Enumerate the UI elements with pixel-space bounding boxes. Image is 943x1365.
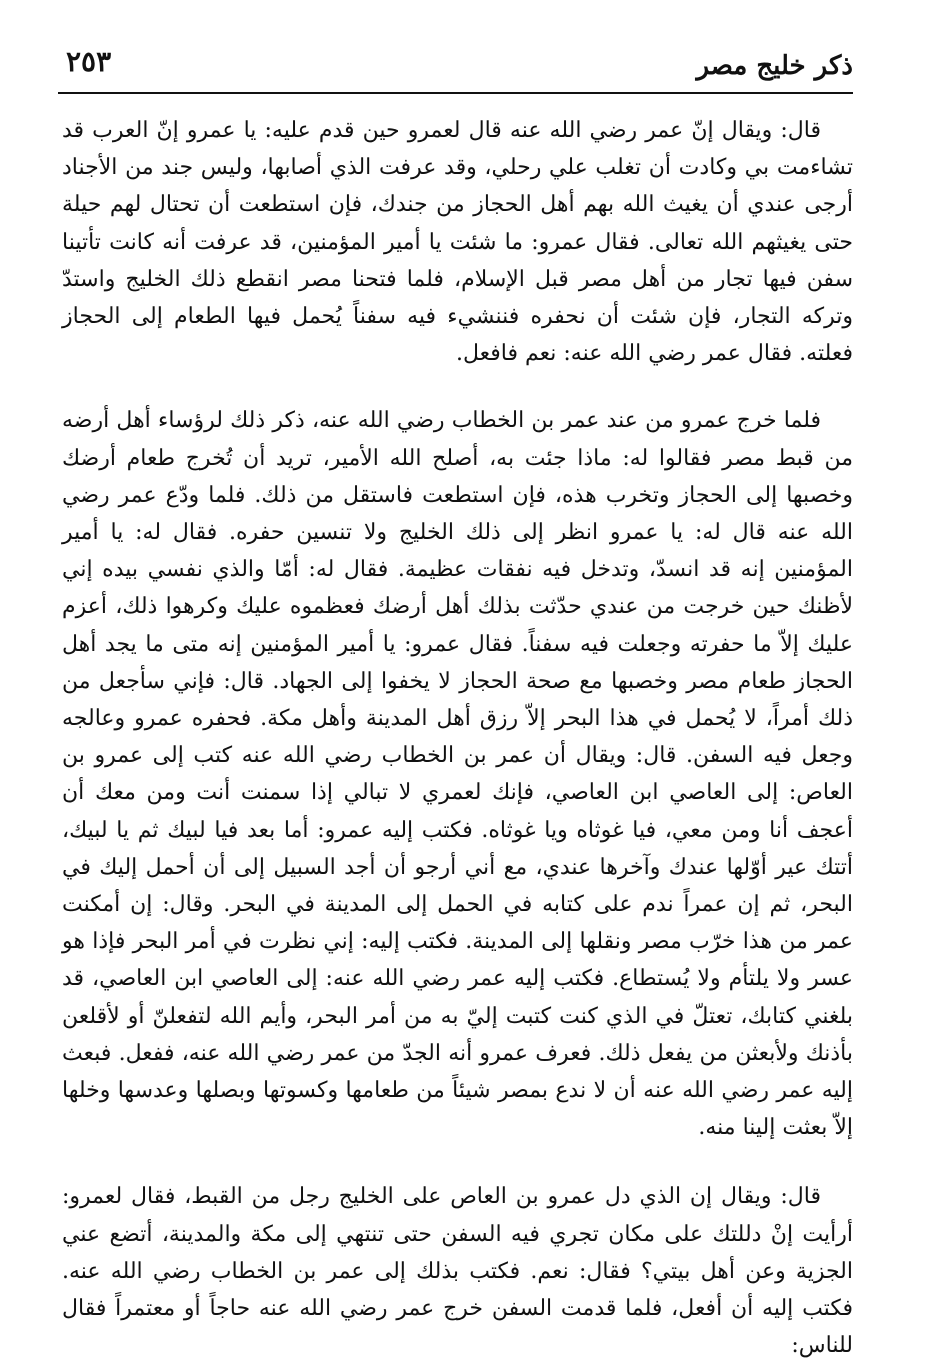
paragraph-3: قال: ويقال إن الذي دل عمرو بن العاص على الخليج رجل من القبط، فقال لعمرو: أرأيت إنْ دللتك على مكان تجري فيه السفن حتى تنتهي إلى مكة والمدينة، أتضع عني الجزية وعن أهل بيتي؟ فقال: نعم. فكتب بذلك إلى عمر بن الخطاب رضي الله عنه. فكتب إليه أن أفعل، فلما قدمت السفن خرج عمر رضي الله عنه حاجاً أو معتمراً فقال للناس: <box>62 1184 853 1359</box>
page-number: ٢٥٣ <box>66 45 112 78</box>
paragraph-2: فلما خرج عمرو من عند عمر بن الخطاب رضي الله عنه، ذكر ذلك لرؤساء أهل أرضه من قبط مصر فقالوا له: ماذا جئت به، أصلح الله الأمير، تريد أن تُخرج طعام أرضك وخصبها إلى الحجاز وتخرب هذه، فإن استطعت فاستقل من ذلك. فلما ودّع عمر رضي الله عنه قال له: يا عمرو انظر إلى ذلك الخليج ولا تنسين حفره. فقال له: يا أمير المؤمنين إنه قد انسدّ، وتدخل فيه نفقات عظيمة. فقال له: أمّا والذي نفسي بيده إني لأظنك حين خرجت من عندي حدّثت بذلك أهل أرضك فعظموه عليك وكرهوا ذلك، أعزم عليك إلاّ ما حفرته وجعلت فيه سفناً. فقال عمرو: يا أمير المؤمنين إنه متى ما يجد أهل الحجاز طعام مصر وخصبها مع صحة الحجاز لا يخفوا إلى الجهاد. قال: فإني سأجعل من ذلك أمراً، لا يُحمل في هذا البحر إلاّ رزق أهل المدينة وأهل مكة. فحفره عمرو وعالجه وجعل فيه السفن. قال: ويقال أن عمر بن الخطاب رضي الله عنه كتب إلى عمرو بن العاص: إلى العاصي ابن العاصي، فإنك لعمري لا تبالي إذا سمنت أنت ومن معك أن أعجف أنا ومن معي، فيا غوثاه ويا غوثاه. فكتب إليه عمرو: أما بعد فيا لبيك ثم يا لبيك، أتتك عير أوّلها عندك وآخرها عندي، مع أني أرجو أن أجد السبيل إلى أن أحمل إليك في البحر، ثم إن عمراً ندم على كتابه في الحمل إلى المدينة في البحر. وقال: إن أمكنت عمر من هذا خرّب مصر ونقلها إلى المدينة. فكتب إليه: إني نظرت في أمر البحر فإذا هو عسر ولا يلتأم ولا يُستطاع. فكتب إليه عمر رضي الله عنه: إلى العاصي ابن العاصي، قد بلغني كتابك، تعتلّ في الذي كنت كتبت إليّ به من أمر البحر، وأيم الله لتفعلنّ أو لأقلعن بأذنك ولأبعثن من يفعل ذلك. فعرف عمرو أنه الجدّ من عمر رضي الله عنه، ففعل. فبعث إليه عمر رضي الله عنه أن لا ندع بمصر شيئاً من طعامها وكسوتها وبصلها وعدسها وخلها إلاّ بعثت إلينا منه. <box>62 408 854 1141</box>
running-title: ذكر خليج مصر <box>696 51 853 81</box>
page-header <box>58 38 853 94</box>
body-text <box>62 112 853 1365</box>
paragraph-1: قال: ويقال إنّ عمر رضي الله عنه قال لعمرو حين قدم عليه: يا عمرو إنّ العرب قد تشاءمت بي وكادت أن تغلب علي رحلي، وقد عرفت الذي أصابها، وليس جند من الأجناد أرجى عندي أن يغيث الله بهم أهل الحجاز من جندك، فإن استطعت أن تحتال لهم حيلة حتى يغيثهم الله تعالى. فقال عمرو: ما شئت يا أمير المؤمنين، قد عرفت أنه كانت تأتينا سفن فيها تجار من أهل مصر قبل الإسلام، فلما فتحنا مصر انقطع ذلك الخليج واستدّ وتركه التجار، فإن شئت أن نحفره فننشيء فيه سفناً يُحمل فيها الطعام إلى الحجاز فعلته. فقال عمر رضي الله عنه: نعم فافعل. <box>62 118 853 367</box>
